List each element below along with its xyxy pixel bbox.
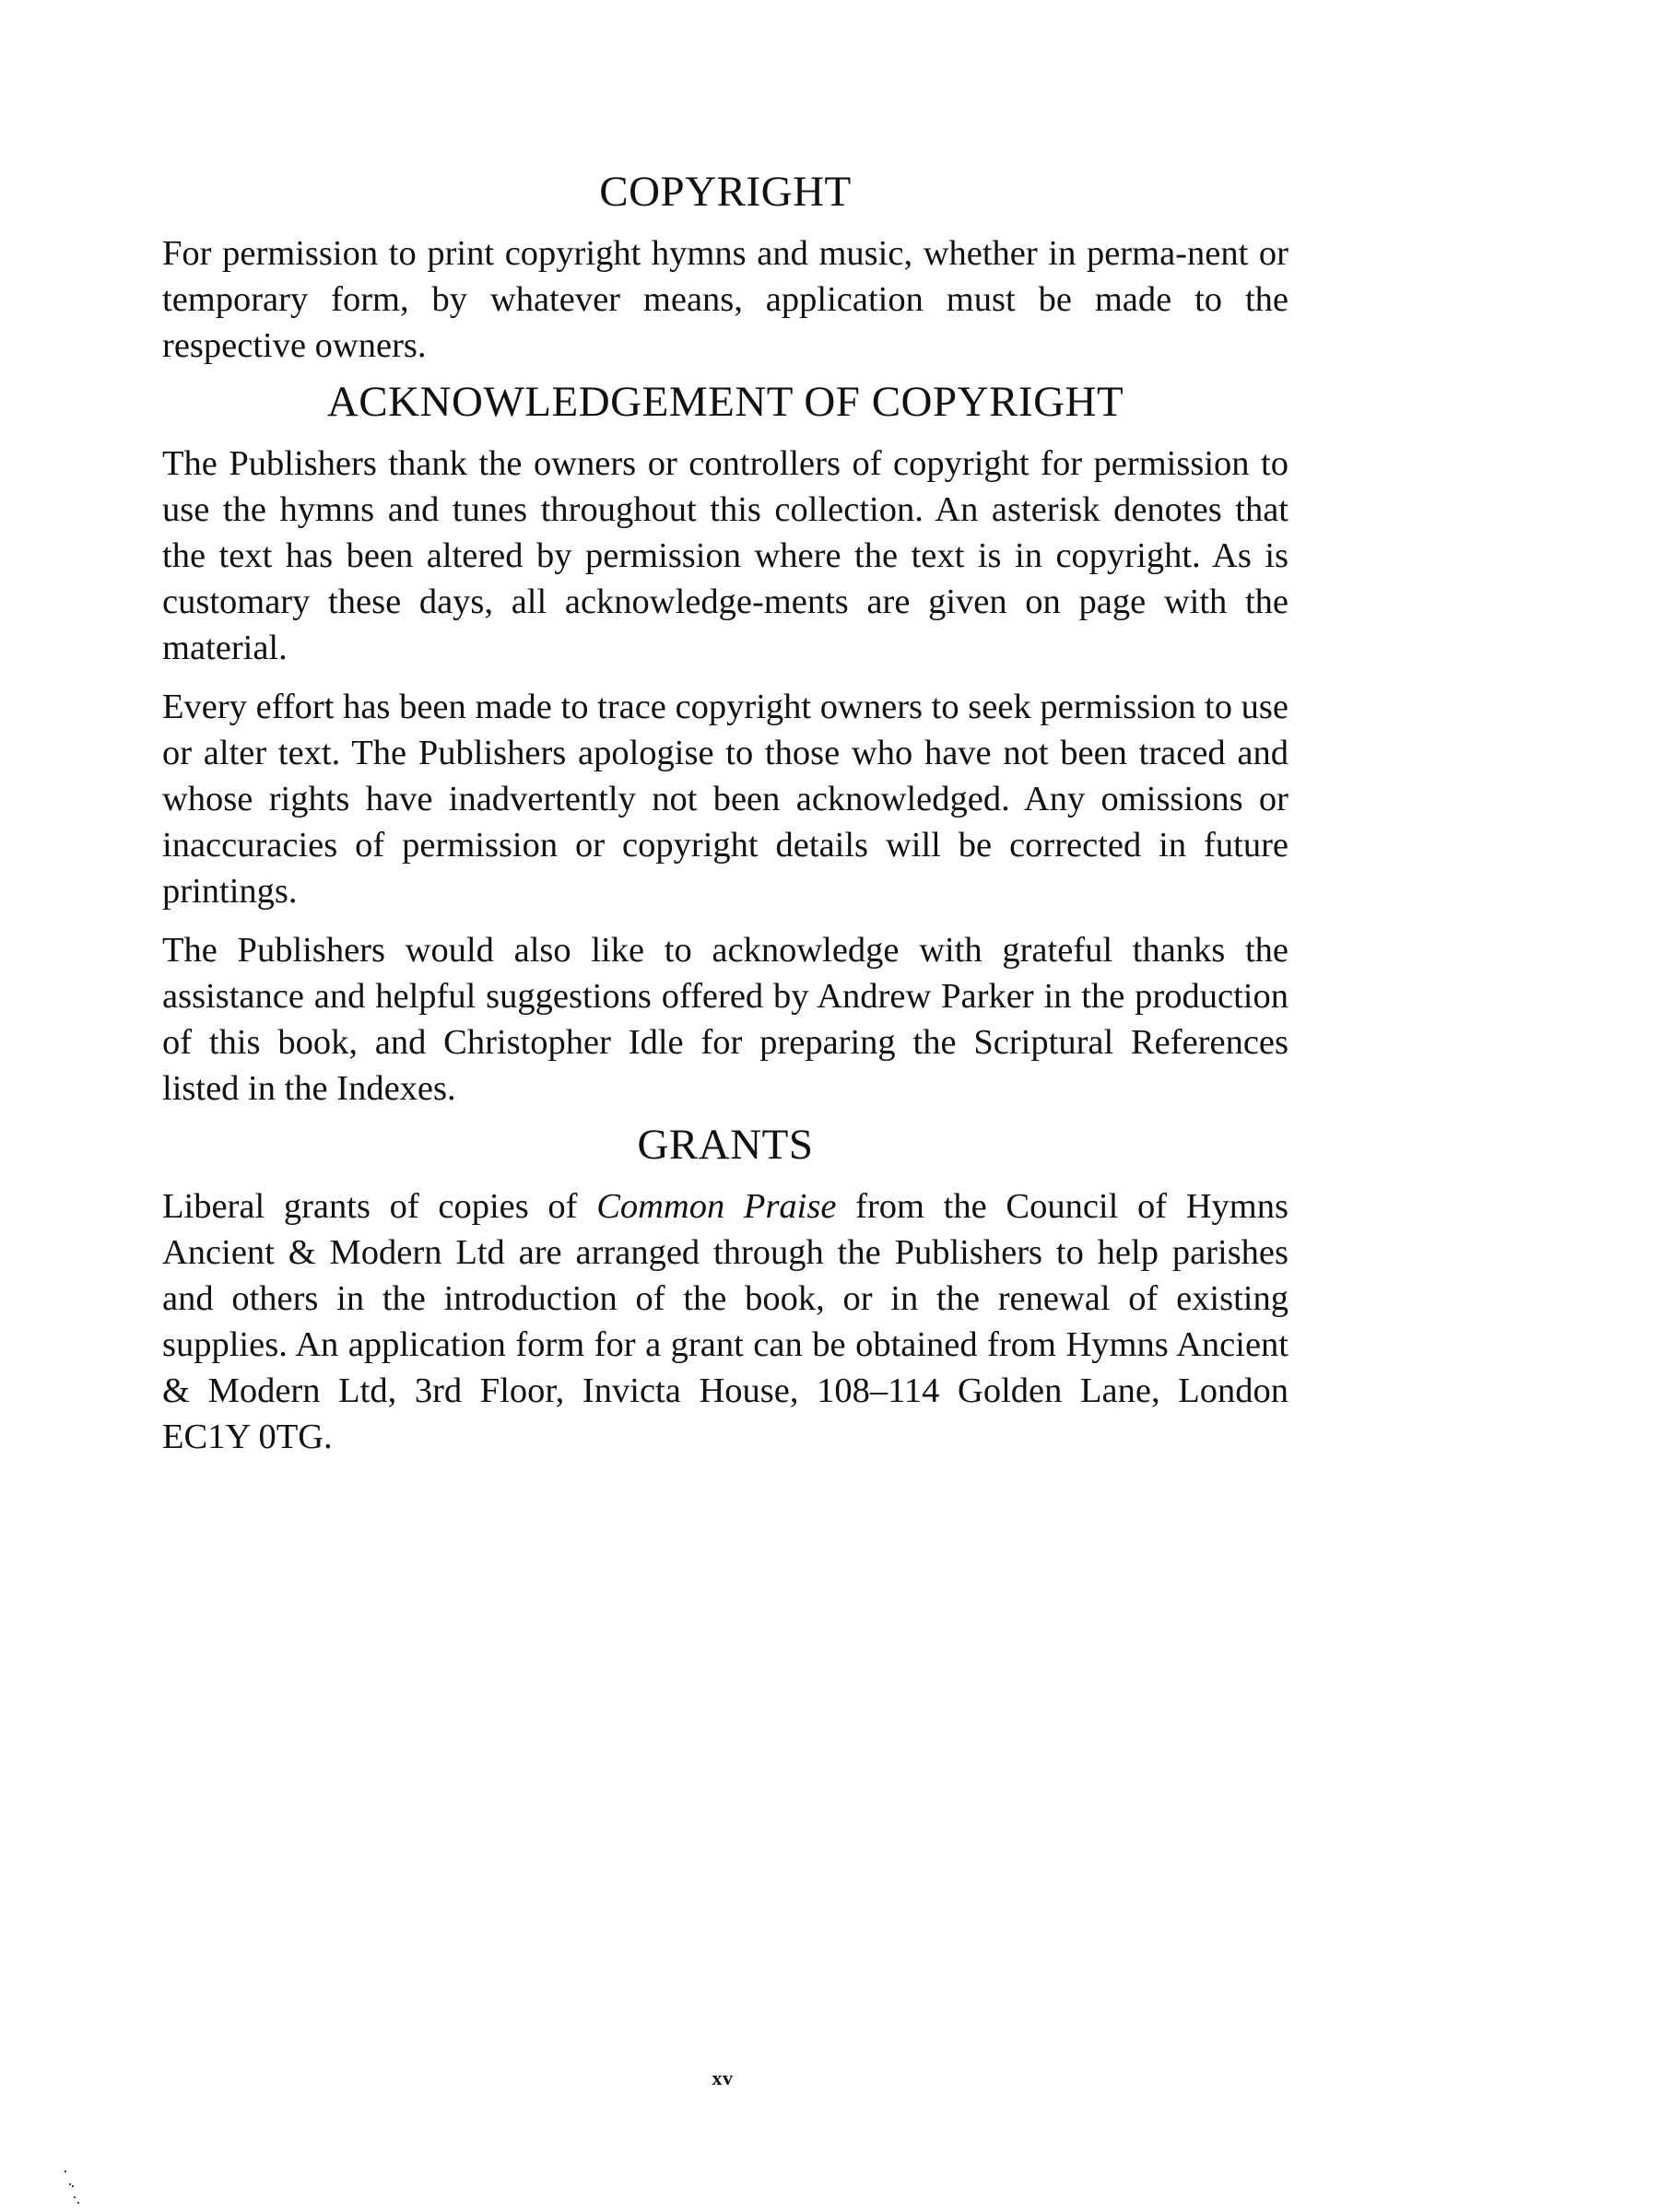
copyright-heading: COPYRIGHT xyxy=(599,168,852,216)
acknowledgement-paragraph-contributors: The Publishers would also like to acknowledge with grateful thanks the assistance and helpful suggestions offered by Andrew Parker in the production of this book, and Christopher Idle for preparing the Scriptural References listed in the Indexes. xyxy=(162,931,1288,1108)
grants-text-rest: from the Council of Hymns Ancient & Modern Ltd are arranged through the Publishers to help parishes and others in the introduction of the book, or in the renewal of existing supplies. An application form for a grant can be obtained from Hymns Ancient & Modern Ltd, 3rd Floor, Invicta House, 108–114 Golden Lane, London EC1Y 0TG. xyxy=(162,1187,1288,1456)
book-title: Common Praise xyxy=(596,1187,837,1226)
acknowledgement-section xyxy=(162,376,1288,1112)
page-number: xv xyxy=(712,2066,734,2089)
grants-text-lead: Liberal grants of copies of xyxy=(162,1187,597,1226)
copyright-paragraph: For permission to print copyright hymns and music, whether in perma-nent or temporary form, by whatever means, application must be made to the respective owners. xyxy=(162,234,1288,365)
grants-heading: GRANTS xyxy=(637,1121,814,1169)
grants-paragraph xyxy=(162,1183,1288,1460)
copyright-section xyxy=(162,166,1288,369)
acknowledgement-paragraph-effort: Every effort has been made to trace copyright owners to seek permission to use or alter text. The Publishers apologise to those who have not been traced and whose rights have inadvertently not been acknowledged. Any omissions or inaccuracies of permission or copyright details will be corrected in future printings. xyxy=(162,688,1288,911)
acknowledgement-heading: ACKNOWLEDGEMENT OF COPYRIGHT xyxy=(326,378,1124,426)
text-column xyxy=(162,147,1288,1460)
acknowledgement-paragraph-thanks: The Publishers thank the owners or controllers of copyright for permission to use the hymns and tunes throughout this collection. An asterisk denotes that the text has been altered by permission where the text is in copyright. As is customary these days, all acknowledge-ments are given on page with the material. xyxy=(162,444,1288,667)
scan-artifact-marks xyxy=(65,2171,83,2207)
grants-section xyxy=(162,1119,1288,1460)
